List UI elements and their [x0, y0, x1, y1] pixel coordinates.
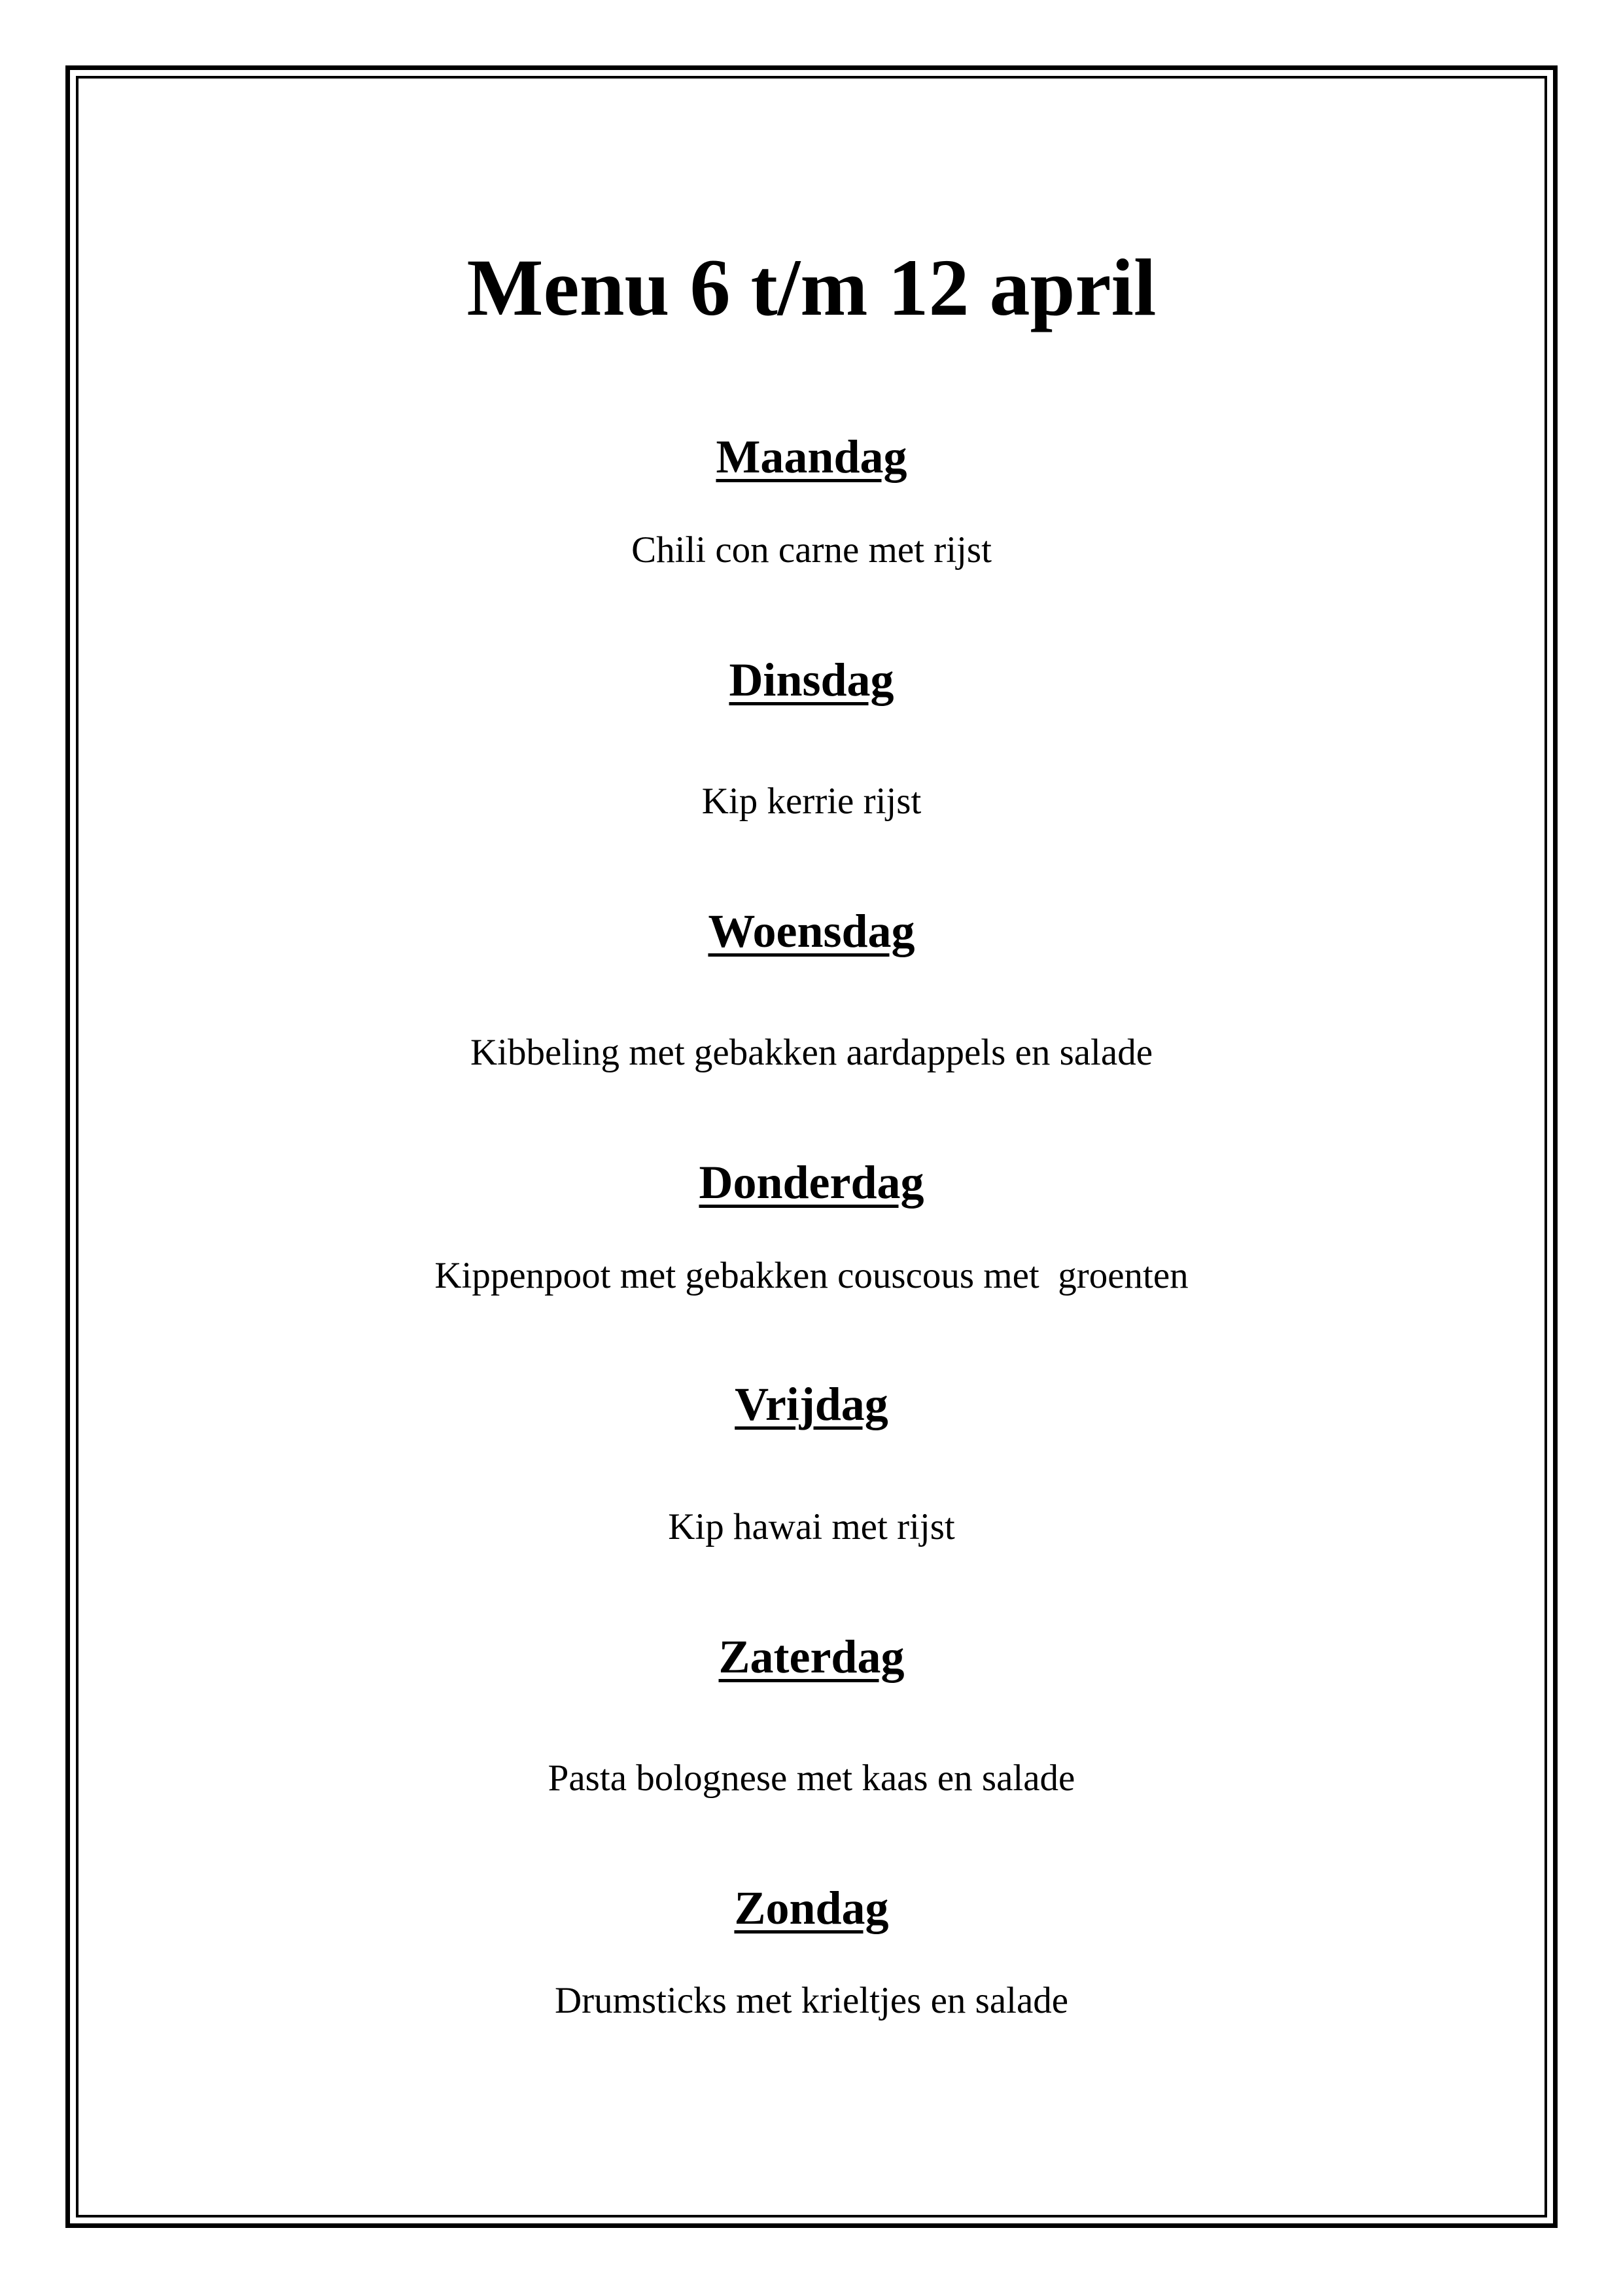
day-heading-label: Donderdag	[699, 1156, 924, 1209]
dish-woensdag: Kibbeling met gebakken aardappels en salade	[470, 1032, 1153, 1073]
day-heading-zondag	[0, 1879, 1623, 1937]
dish-zondag: Drumsticks met krieltjes en salade	[554, 1980, 1069, 2021]
day-heading-zaterdag	[0, 1627, 1623, 1686]
day-heading-label: Maandag	[716, 431, 907, 483]
day-heading-maandag	[0, 427, 1623, 486]
day-heading-woensdag	[0, 902, 1623, 961]
day-heading-vrijdag	[0, 1375, 1623, 1434]
day-heading-label: Woensdag	[708, 905, 915, 957]
day-heading-donderdag	[0, 1153, 1623, 1212]
menu-title: Menu 6 t/m 12 april	[466, 243, 1157, 332]
dish-donderdag: Kippenpoot met gebakken couscous met groenten	[434, 1255, 1189, 1296]
dish-maandag: Chili con carne met rijst	[631, 529, 992, 571]
day-heading-label: Zondag	[734, 1882, 889, 1934]
day-heading-label: Vrijdag	[735, 1378, 888, 1430]
day-heading-dinsdag	[0, 650, 1623, 709]
dish-vrijdag: Kip hawai met rijst	[668, 1506, 955, 1547]
dish-dinsdag: Kip kerrie rijst	[701, 781, 922, 822]
day-heading-label: Dinsdag	[729, 654, 894, 706]
dish-zaterdag: Pasta bolognese met kaas en salade	[548, 1757, 1075, 1799]
day-heading-label: Zaterdag	[718, 1631, 905, 1683]
